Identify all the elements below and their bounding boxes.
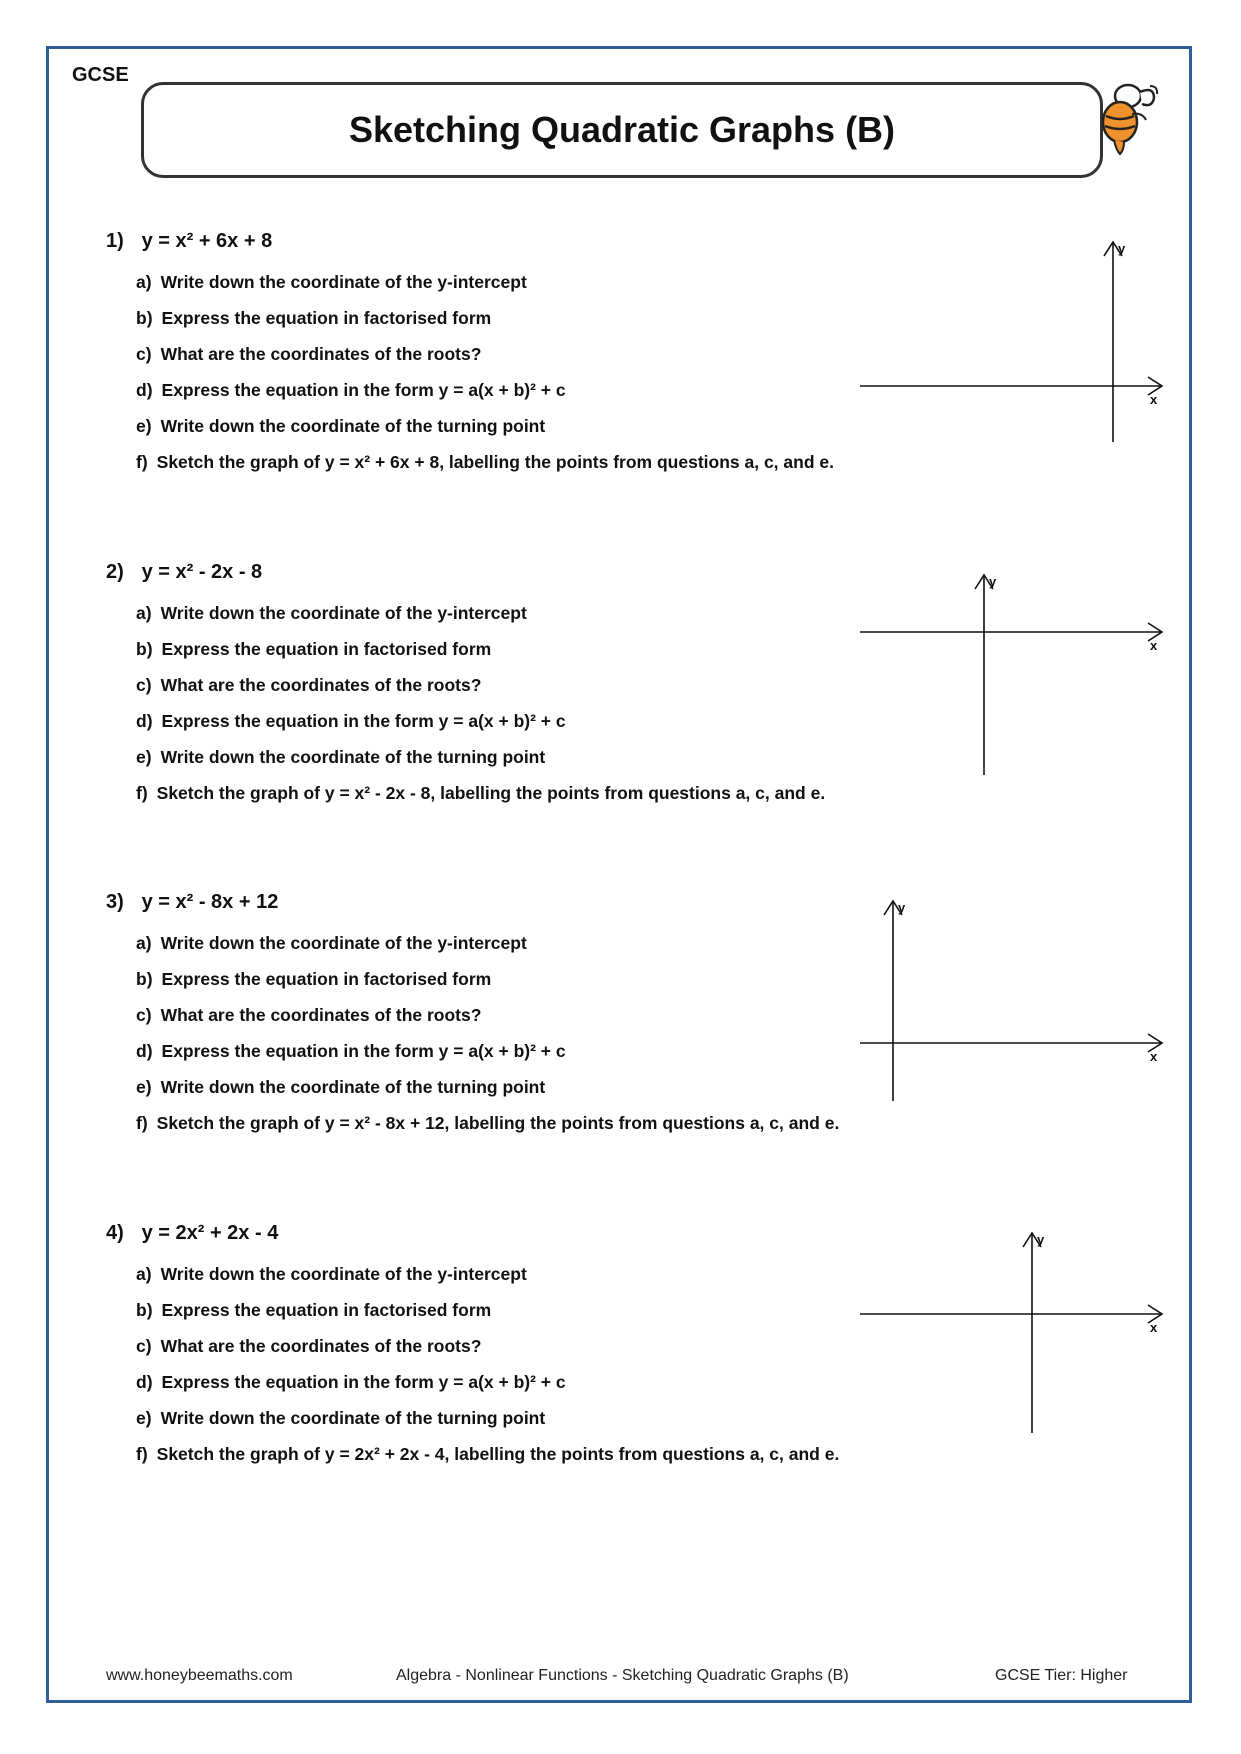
- part-text: Write down the coordinate of the y-intercept: [160, 933, 527, 953]
- part-d: [136, 378, 834, 414]
- part-letter: b): [136, 969, 153, 989]
- part-text: Express the equation in the form y = a(x + b)² + c: [161, 1372, 566, 1392]
- part-c: [136, 342, 834, 378]
- part-letter: c): [136, 1336, 152, 1356]
- question-parts: [136, 1262, 839, 1478]
- part-c: [136, 673, 825, 709]
- part-letter: d): [136, 380, 153, 400]
- part-e: [136, 745, 825, 781]
- y-axis-label: y: [1118, 241, 1126, 256]
- part-letter: e): [136, 747, 152, 767]
- part-text: Write down the coordinate of the turning point: [160, 1408, 546, 1428]
- blank-axes: [860, 893, 1170, 1113]
- part-d: [136, 709, 825, 745]
- part-a: [136, 270, 834, 306]
- part-text: Express the equation in the form y = a(x + b)² + c: [161, 1041, 566, 1061]
- x-axis-label: x: [1150, 392, 1158, 407]
- footer-topic: Algebra - Nonlinear Functions - Sketching Quadratic Graphs (B): [396, 1667, 849, 1684]
- part-letter: a): [136, 603, 152, 623]
- part-letter: b): [136, 308, 153, 328]
- x-axis-label: x: [1150, 1320, 1158, 1335]
- question-number: 2): [106, 561, 124, 583]
- part-letter: c): [136, 1005, 152, 1025]
- question-4: [0, 1222, 1241, 1522]
- part-letter: c): [136, 344, 152, 364]
- part-e: [136, 414, 834, 450]
- page-title: Sketching Quadratic Graphs (B): [348, 109, 896, 150]
- part-f: [136, 1111, 839, 1147]
- part-text: Sketch the graph of y = x² + 6x + 8, labelling the points from questions a, c, and e.: [156, 452, 834, 472]
- part-letter: e): [136, 1077, 152, 1097]
- part-text: Express the equation in the form y = a(x + b)² + c: [161, 711, 566, 731]
- part-letter: f): [136, 783, 148, 803]
- question-equation: y = x² - 2x - 8: [141, 561, 263, 583]
- part-a: [136, 601, 825, 637]
- x-axis-label: x: [1150, 1049, 1158, 1064]
- part-c: [136, 1003, 839, 1039]
- part-text: Express the equation in the form y = a(x + b)² + c: [161, 380, 566, 400]
- part-f: [136, 1442, 839, 1478]
- blank-axes: [860, 571, 1170, 791]
- part-letter: e): [136, 1408, 152, 1428]
- part-b: [136, 637, 825, 673]
- part-text: Sketch the graph of y = 2x² + 2x - 4, labelling the points from questions a, c, and e.: [156, 1444, 840, 1464]
- question-3: [0, 891, 1241, 1191]
- honeybee-logo-icon: [1088, 74, 1162, 160]
- part-a: [136, 1262, 839, 1298]
- part-letter: e): [136, 416, 152, 436]
- y-axis-label: y: [898, 900, 906, 915]
- part-letter: d): [136, 711, 153, 731]
- question-heading: [106, 230, 272, 253]
- y-axis-label: y: [1037, 1232, 1045, 1247]
- part-letter: c): [136, 675, 152, 695]
- part-b: [136, 1298, 839, 1334]
- x-axis-label: x: [1150, 638, 1158, 653]
- part-text: Sketch the graph of y = x² - 2x - 8, labelling the points from questions a, c, and e.: [156, 783, 826, 803]
- part-d: [136, 1039, 839, 1075]
- part-f: [136, 450, 834, 486]
- part-c: [136, 1334, 839, 1370]
- question-parts: [136, 270, 834, 486]
- footer-tier: GCSE Tier: Higher: [995, 1667, 1128, 1684]
- part-letter: a): [136, 1264, 152, 1284]
- blank-axes: [860, 230, 1170, 450]
- question-parts: [136, 931, 839, 1147]
- question-equation: y = x² - 8x + 12: [141, 891, 279, 913]
- part-letter: f): [136, 452, 148, 472]
- part-text: What are the coordinates of the roots?: [160, 1005, 482, 1025]
- part-b: [136, 967, 839, 1003]
- level-label: GCSE: [72, 64, 129, 86]
- part-b: [136, 306, 834, 342]
- part-text: Write down the coordinate of the turning point: [160, 416, 546, 436]
- part-text: Express the equation in factorised form: [161, 308, 492, 328]
- question-number: 3): [106, 891, 124, 913]
- part-letter: f): [136, 1113, 148, 1133]
- title-box: [141, 82, 1103, 178]
- footer-website: www.honeybeemaths.com: [106, 1667, 293, 1684]
- question-1: [0, 230, 1241, 530]
- part-letter: a): [136, 272, 152, 292]
- question-equation: y = 2x² + 2x - 4: [141, 1222, 279, 1244]
- question-number: 4): [106, 1222, 124, 1244]
- part-text: Write down the coordinate of the y-intercept: [160, 272, 527, 292]
- question-equation: y = x² + 6x + 8: [141, 230, 273, 252]
- part-letter: d): [136, 1041, 153, 1061]
- part-text: Write down the coordinate of the y-intercept: [160, 603, 527, 623]
- question-number: 1): [106, 230, 124, 252]
- question-heading: [106, 1222, 278, 1245]
- part-text: Express the equation in factorised form: [161, 1300, 492, 1320]
- part-letter: b): [136, 1300, 153, 1320]
- part-text: Express the equation in factorised form: [161, 639, 492, 659]
- part-text: Write down the coordinate of the turning point: [160, 1077, 546, 1097]
- part-text: What are the coordinates of the roots?: [160, 1336, 482, 1356]
- part-letter: b): [136, 639, 153, 659]
- part-text: Sketch the graph of y = x² - 8x + 12, labelling the points from questions a, c, and e.: [156, 1113, 840, 1133]
- part-a: [136, 931, 839, 967]
- part-text: What are the coordinates of the roots?: [160, 675, 482, 695]
- question-2: [0, 561, 1241, 861]
- question-parts: [136, 601, 825, 817]
- part-letter: d): [136, 1372, 153, 1392]
- question-heading: [106, 561, 262, 584]
- question-heading: [106, 891, 278, 914]
- part-e: [136, 1075, 839, 1111]
- part-e: [136, 1406, 839, 1442]
- part-text: Express the equation in factorised form: [161, 969, 492, 989]
- part-letter: f): [136, 1444, 148, 1464]
- part-text: Write down the coordinate of the y-intercept: [160, 1264, 527, 1284]
- blank-axes: [860, 1230, 1170, 1450]
- part-d: [136, 1370, 839, 1406]
- part-letter: a): [136, 933, 152, 953]
- part-text: Write down the coordinate of the turning point: [160, 747, 546, 767]
- y-axis-label: y: [989, 574, 997, 589]
- part-f: [136, 781, 825, 817]
- part-text: What are the coordinates of the roots?: [160, 344, 482, 364]
